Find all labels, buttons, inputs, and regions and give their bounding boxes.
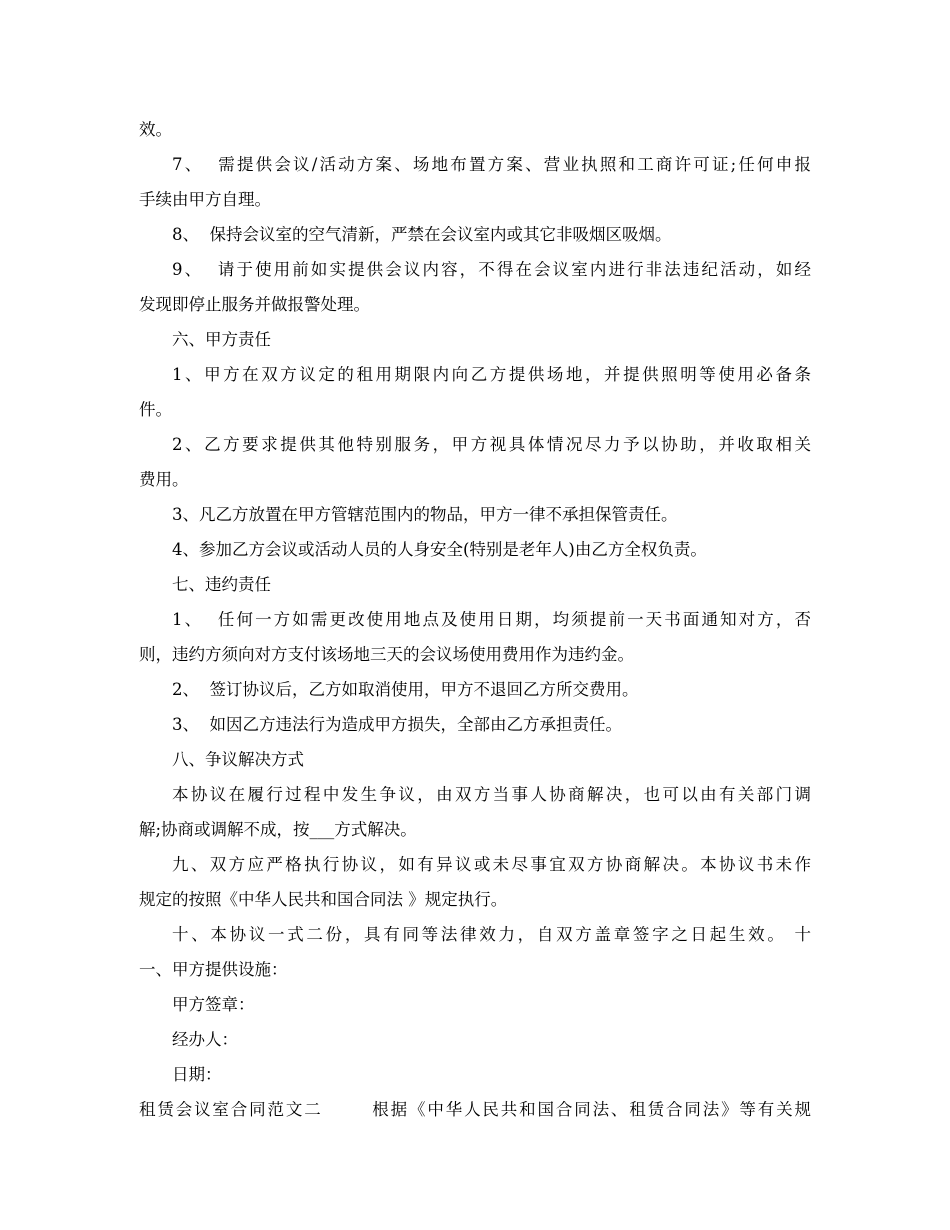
text-line: 2、 签订协议后，乙方如取消使用，甲方不退回乙方所交费用。 [172, 680, 639, 699]
text-line: 4、参加乙方会议或活动人员的人身安全(特别是老年人)由乙方全权负责。 [172, 540, 707, 559]
date-label: 日期： [172, 1065, 222, 1084]
text-line: 九、双方应严格执行协议，如有异议或未尽事宜双方协商解决。本协议书未作 [172, 855, 811, 874]
text-line: 则，违约方须向对方支付该场地三天的会议场使用费用作为违约金。 [139, 645, 634, 664]
section-heading: 七、违约责任 [172, 575, 271, 594]
text-line: 规定的按照《中华人民共和国合同法 》规定执行。 [139, 890, 508, 909]
text-line: 件。 [139, 400, 172, 419]
text-line: 8、 保持会议室的空气清新，严禁在会议室内或其它非吸烟区吸烟。 [172, 225, 672, 244]
text-line: 2、乙方要求提供其他特别服务，甲方视具体情况尽力予以协助，并收取相关 [172, 435, 811, 454]
text-line: 一、甲方提供设施： [139, 960, 288, 979]
text-line: 十、本协议一式二份，具有同等法律效力，自双方盖章签字之日起生效。 十 [172, 925, 811, 944]
text-line: 9、 请于使用前如实提供会议内容，不得在会议室内进行非法违纪活动，如经 [172, 260, 811, 279]
section-heading: 六、甲方责任 [172, 330, 271, 349]
section-heading: 八、争议解决方式 [172, 750, 304, 769]
text-line: 租赁会议室合同范文二 根据《中华人民共和国合同法、租赁合同法》等有关规 [139, 1100, 811, 1119]
text-line: 费用。 [139, 470, 189, 489]
agent-label: 经办人： [172, 1030, 238, 1049]
text-line: 3、 如因乙方违法行为造成甲方损失，全部由乙方承担责任。 [172, 715, 622, 734]
text-line: 7、 需提供会议/活动方案、场地布置方案、营业执照和工商许可证;任何申报 [172, 155, 811, 174]
signature-label: 甲方签章： [172, 995, 255, 1014]
text-line: 1、甲方在双方议定的租用期限内向乙方提供场地，并提供照明等使用必备条 [172, 365, 811, 384]
text-line: 发现即停止服务并做报警处理。 [139, 295, 370, 314]
text-line: 1、 任何一方如需更改使用地点及使用日期，均须提前一天书面通知对方，否 [172, 610, 811, 629]
text-line: 解;协商或调解不成，按___方式解决。 [139, 820, 417, 839]
text-line: 本协议在履行过程中发生争议，由双方当事人协商解决，也可以由有关部门调 [172, 785, 811, 804]
text-line: 效。 [139, 120, 172, 139]
text-line: 3、凡乙方放置在甲方管辖范围内的物品，甲方一律不承担保管责任。 [172, 505, 678, 524]
text-line: 手续由甲方自理。 [139, 190, 271, 209]
